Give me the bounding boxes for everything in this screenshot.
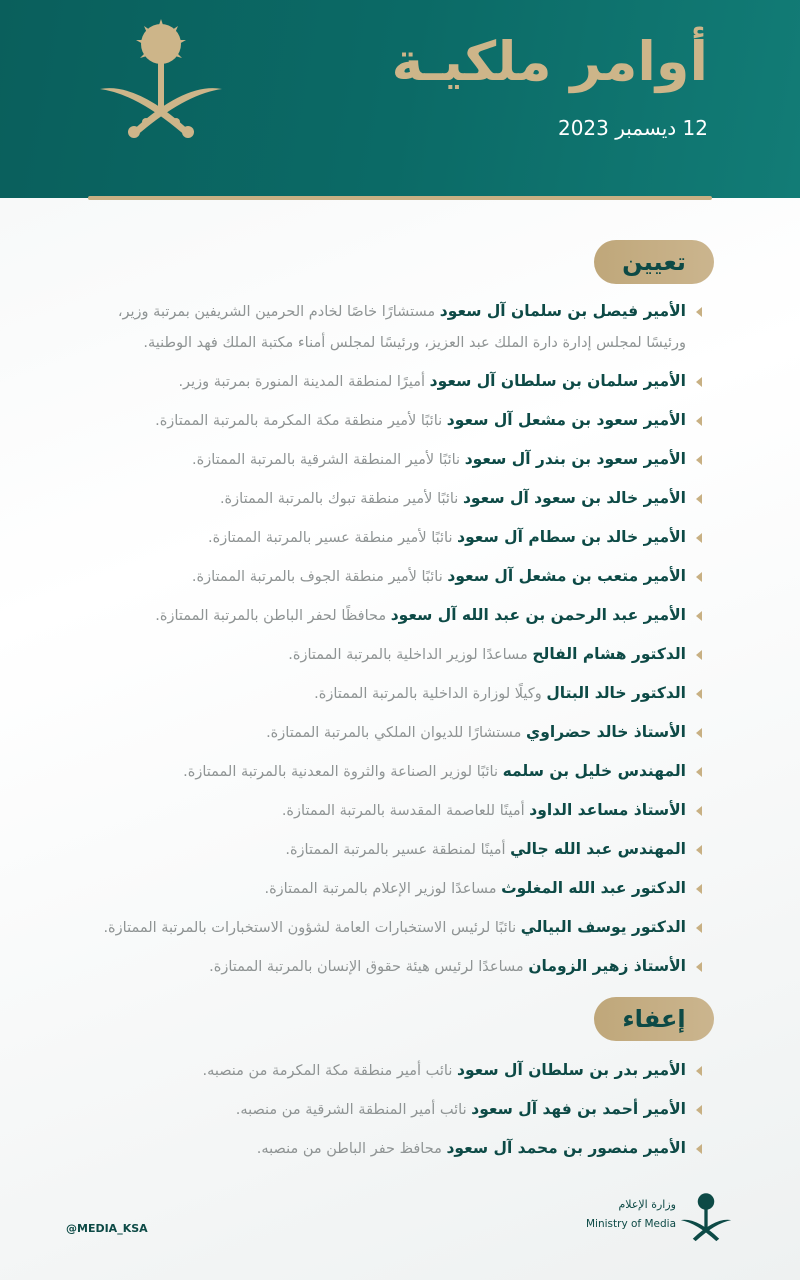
person-name: الأمير سعود بن بندر آل سعود: [464, 450, 686, 468]
position-description: نائب أمير منطقة مكة المكرمة من منصبه.: [202, 1063, 453, 1079]
ministry-logo: [572, 1188, 732, 1248]
date-text: 12 ديسمبر 2023: [557, 116, 708, 140]
person-name: الدكتور يوسف البيالي: [520, 918, 686, 936]
person-name: الأمير متعب بن مشعل آل سعود: [447, 567, 686, 585]
saudi-emblem-icon: [98, 14, 224, 144]
position-description: محافظًا لحفر الباطن بالمرتبة الممتازة.: [155, 608, 387, 624]
position-description: نائبًا لأمير المنطقة الشرقية بالمرتبة الممتازة.: [192, 452, 461, 468]
person-name: الأمير عبد الرحمن بن عبد الله آل سعود: [390, 606, 686, 624]
person-name: الأستاذ خالد حضراوي: [526, 723, 686, 741]
section-heading-appointments: تعيين: [594, 240, 714, 284]
position-description: نائبًا لأمير منطقة عسير بالمرتبة الممتازة.: [207, 530, 453, 546]
ministry-name-ar: وزارة الإعلام: [618, 1198, 676, 1211]
position-description: نائبًا لرئيس الاستخبارات العامة لشؤون الاستخبارات بالمرتبة الممتازة.: [103, 920, 517, 936]
person-name: الأمير منصور بن محمد آل سعود: [446, 1139, 686, 1157]
list-item: [82, 873, 702, 905]
list-item: [82, 366, 702, 398]
person-name: الأمير أحمد بن فهد آل سعود: [471, 1100, 686, 1118]
list-item: [82, 717, 702, 749]
page-title: أوامر ملكيـة: [391, 30, 708, 93]
list-item: [82, 834, 702, 866]
position-description: مستشارًا للديوان الملكي بالمرتبة الممتازة.: [266, 725, 522, 741]
saudi-emblem-icon: [680, 1188, 732, 1244]
list-item: [82, 795, 702, 827]
person-name: الأمير سلمان بن سلطان آل سعود: [429, 372, 686, 390]
list-item: [82, 561, 702, 593]
list-item: [82, 444, 702, 476]
ministry-name-en: Ministry of Media: [586, 1218, 676, 1230]
person-name: الدكتور هشام الفالح: [532, 645, 686, 663]
position-description: وكيلًا لوزارة الداخلية بالمرتبة الممتازة.: [314, 686, 542, 702]
position-description: نائبًا لأمير منطقة الجوف بالمرتبة الممتازة.: [191, 569, 443, 585]
person-name: المهندس عبد الله جالي: [510, 840, 686, 858]
dismissals-list: [82, 1055, 702, 1172]
person-name: الأمير خالد بن سعود آل سعود: [462, 489, 686, 507]
appointments-list: [82, 296, 702, 990]
person-name: الأمير سعود بن مشعل آل سعود: [446, 411, 686, 429]
list-item: [82, 756, 702, 788]
position-description: أميرًا لمنطقة المدينة المنورة بمرتبة وزير.: [178, 374, 426, 390]
person-name: الأمير بدر بن سلطان آل سعود: [456, 1061, 686, 1079]
list-item: [82, 912, 702, 944]
person-name: المهندس خليل بن سلمه: [502, 762, 686, 780]
position-description: مستشارًا خاصًا لخادم الحرمين الشريفين بمرتبة وزير، ورئيسًا لمجلس إدارة دارة الملك عبد العزيز، ورئيسًا لمجلس أمناء مكتبة الملك فهد الوطنية.: [117, 304, 686, 351]
divider: [88, 196, 712, 200]
section-heading-dismissals: إعفاء: [594, 997, 714, 1041]
list-item: [82, 296, 702, 359]
list-item: [82, 1055, 702, 1087]
person-name: الأستاذ زهير الزومان: [528, 957, 686, 975]
header-banner: [0, 0, 800, 198]
person-name: الدكتور خالد البتال: [546, 684, 686, 702]
list-item: [82, 1094, 702, 1126]
list-item: [82, 600, 702, 632]
position-description: محافظ حفر الباطن من منصبه.: [256, 1141, 442, 1157]
position-description: نائب أمير المنطقة الشرقية من منصبه.: [235, 1102, 467, 1118]
list-item: [82, 639, 702, 671]
person-name: الدكتور عبد الله المغلوث: [501, 879, 686, 897]
person-name: الأستاذ مساعد الداود: [529, 801, 686, 819]
list-item: [82, 678, 702, 710]
social-handle: @MEDIA_KSA: [66, 1222, 148, 1235]
position-description: نائبًا لوزير الصناعة والثروة المعدنية بالمرتبة الممتازة.: [183, 764, 498, 780]
position-description: مساعدًا لرئيس هيئة حقوق الإنسان بالمرتبة الممتازة.: [209, 959, 524, 975]
list-item: [82, 405, 702, 437]
list-item: [82, 951, 702, 983]
list-item: [82, 522, 702, 554]
position-description: مساعدًا لوزير الإعلام بالمرتبة الممتازة.: [264, 881, 497, 897]
position-description: أمينًا للعاصمة المقدسة بالمرتبة الممتازة.: [281, 803, 525, 819]
position-description: نائبًا لأمير منطقة مكة المكرمة بالمرتبة الممتازة.: [155, 413, 443, 429]
position-description: مساعدًا لوزير الداخلية بالمرتبة الممتازة.: [288, 647, 528, 663]
list-item: [82, 483, 702, 515]
list-item: [82, 1133, 702, 1165]
position-description: أمينًا لمنطقة عسير بالمرتبة الممتازة.: [285, 842, 506, 858]
person-name: الأمير خالد بن سطام آل سعود: [457, 528, 686, 546]
person-name: الأمير فيصل بن سلمان آل سعود: [439, 302, 686, 320]
position-description: نائبًا لأمير منطقة تبوك بالمرتبة الممتازة.: [219, 491, 459, 507]
